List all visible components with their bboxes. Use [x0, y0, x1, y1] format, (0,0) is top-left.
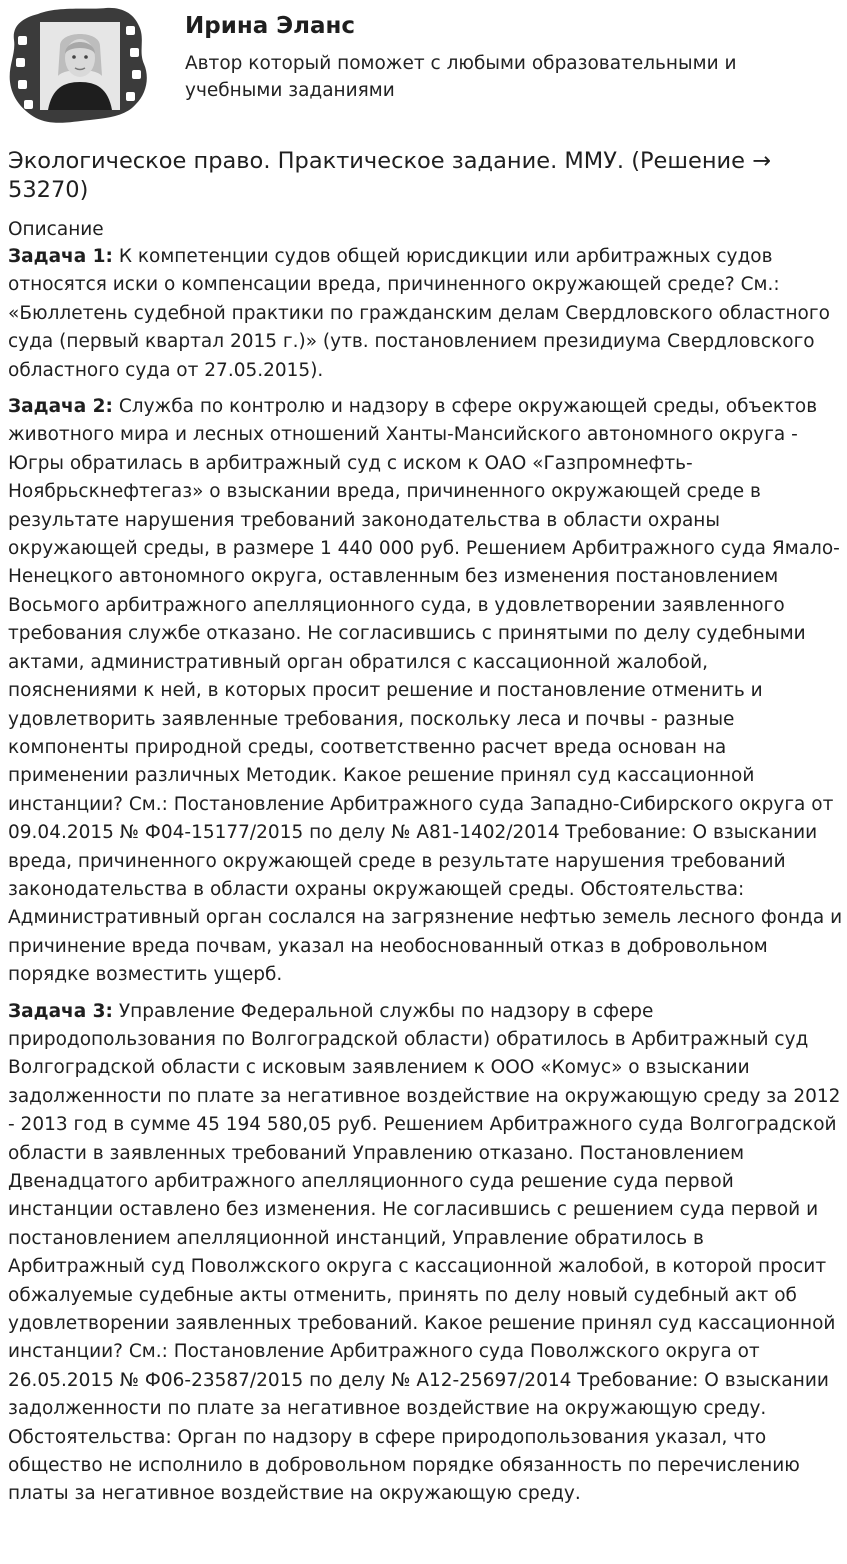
author-description: Автор который поможет с любыми образовательными и учебными заданиями	[185, 53, 737, 101]
author-name[interactable]: Ирина Эланс	[185, 13, 356, 39]
task-2-text: Служба по контролю и надзору в сфере окружающей среды, объектов животного мира и лесных отношений Ханты-Мансийского автономного округа - Югры обратилась в арбитражный суд с иском к ОАО «Газпромнефть-Ноябрьскнефтегаз» о взыскании вреда, причиненного окружающей среде в результате нарушения требований законодательства в области охраны окружающей среды, в размере 1 440 000 руб. Решением Арбитражного суда Ямало-Ненецкого автономного округа, оставленным без изменения постановлением Восьмого арбитражного апелляционного суда, в удовлетворении заявленного требования службе отказано. Не согласившись с принятыми по делу судебными актами, административный орган обратился с кассационной жалобой, пояснениями к ней, в которых просит решение и постановление отменить и удовлетворить заявленные требования, поскольку леса и почвы - разные компоненты природной среды, соответственно расчет вреда основан на применении различных Методик. Какое решение принял суд кассационной инстанции? См.: Постановление Арбитражного суда Западно-Сибирского округа от 09.04.2015 № Ф04-15177/2015 по делу № А81-1402/2014 Требование: О взыскании вреда, причиненного окружающей среде в результате нарушения требований законодательства в области охраны окружающей среды. Обстоятельства: Административный орган сослался на загрязнение нефтью земель лесного фонда и причинение вреда почвам, указал на необоснованный отказ в добровольном порядке возместить ущерб.	[8, 396, 843, 986]
description-label: Описание	[8, 219, 104, 240]
author-avatar[interactable]	[8, 6, 152, 126]
task-2	[8, 393, 843, 990]
author-header	[0, 0, 847, 140]
task-3-label: Задача 3:	[8, 1000, 113, 1022]
task-2-label: Задача 2:	[8, 396, 113, 418]
task-1	[8, 243, 843, 385]
task-1-label: Задача 1:	[8, 246, 113, 267]
task-1-text: К компетенции судов общей юрисдикции или арбитражных судов относятся иски о компенсации вреда, причиненного окружающей среде? См.: «Бюллетень судебной практики по гражданским делам Свердловского областного суда (первый квартал 2015 г.)» (утв. постановлением президиума Свердловского областного суда от 27.05.2015).	[8, 246, 830, 381]
task-list	[8, 243, 843, 1517]
document-title: Экологическое право. Практическое задание. ММУ. (Решение → 53270)	[8, 148, 772, 203]
task-3	[8, 998, 843, 1509]
task-3-text: Управление Федеральной службы по надзору в сфере природопользования по Волгоградской области) обратилось в Арбитражный суд Волгоградской области с исковым заявлением к ООО «Комус» о взыскании задолженности по плате за негативное воздействие на окружающую среду за 2012 - 2013 год в сумме 45 194 580,05 руб. Решением Арбитражного суда Волгоградской области в заявленных требований Управлению отказано. Постановлением Двенадцатого арбитражного апелляционного суда решение суда первой инстанции оставлено без изменения. Не согласившись с решением суда первой и постановлением апелляционной инстанций, Управление обратилось в Арбитражный суд Поволжского округа с кассационной жалобой, в которой просит обжалуемые судебные акты отменить, принять по делу новый судебный акт об удовлетворении заявленных требований. Какое решение принял суд кассационной инстанции? См.: Постановление Арбитражного суда Поволжского округа от 26.05.2015 № Ф06-23587/2015 по делу № А12-25697/2014 Требование: О взыскании задолженности по плате за негативное воздействие на окружающую среду. Обстоятельства: Орган по надзору в сфере природопользования указал, что общество не исполнило в добровольном порядке обязанность по перечислению платы за негативное воздействие на окружающую среду.	[8, 1000, 841, 1505]
